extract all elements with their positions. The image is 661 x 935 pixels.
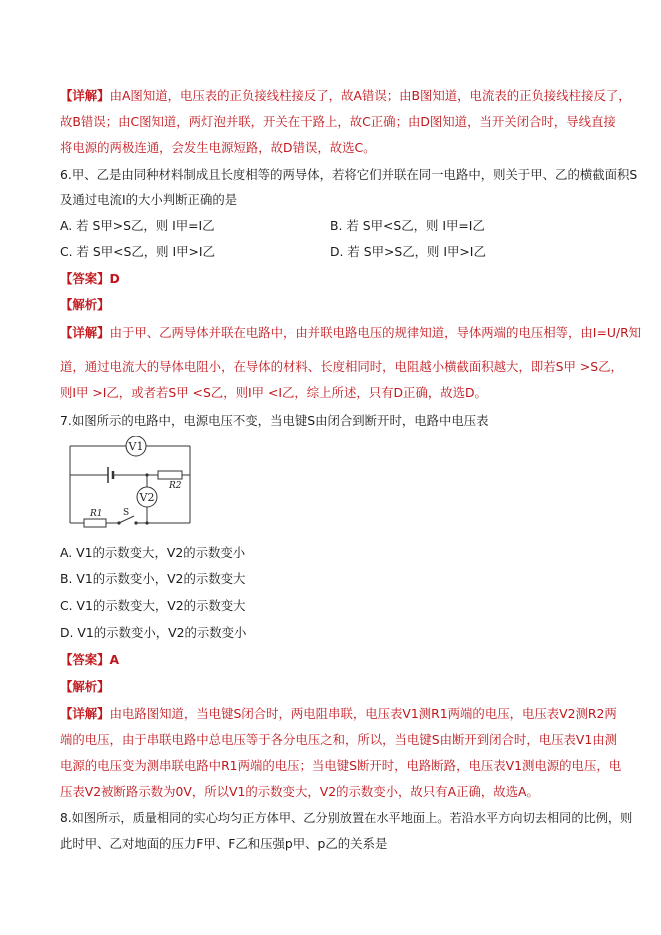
q6-analysis-label: 【解析】 xyxy=(60,297,110,312)
q7-answer: 【答案】A xyxy=(60,652,120,667)
q6-stem-line-1: 6.甲、乙是由同种材料制成且长度相等的两导体，若将它们并联在同一电路中，则关于甲、乙的横截面积S xyxy=(60,167,638,182)
q5-detail-line-2: 故B错误；由C图知道，两灯泡并联，开关在干路上，故C正确；由D图知道，当开关闭合时，导线直接 xyxy=(60,114,616,129)
s-label: S xyxy=(123,508,130,518)
q7-detail-line-3: 电源的电压变为测串联电路中R1两端的电压；当电键S断开时，电路断路，电压表V1测电源的电压，电 xyxy=(60,758,622,773)
q8-stem-line-1: 8.如图所示，质量相同的实心均匀正方体甲、乙分别放置在水平地面上。若沿水平方向切去相同的比例，则 xyxy=(60,811,633,825)
q7-detail-line-1 xyxy=(60,706,617,722)
q6-option-b: B. 若 S甲<S乙，则 I甲=I乙 xyxy=(330,218,485,233)
q7-option-b: B. V1的示数变小，V2的示数变大 xyxy=(60,571,246,586)
circuit-diagram xyxy=(66,436,196,528)
q6-option-c: C. 若 S甲<S乙，则 I甲>I乙 xyxy=(60,244,215,259)
q6-detail-line-1 xyxy=(60,325,641,341)
v1-label: V1 xyxy=(128,440,144,453)
q5-detail-line-3: 将电源的两极连通，会发生电源短路，故D错误，故选C。 xyxy=(60,140,376,155)
q5-detail-tag: 【详解】 xyxy=(60,88,110,103)
q7-stem: 7.如图所示的电路中，电源电压不变，当电键S由闭合到断开时，电路中电压表 xyxy=(60,413,489,428)
q8-stem-line-2: 此时甲、乙对地面的压力F甲、F乙和压强p甲、p乙的关系是 xyxy=(60,836,388,851)
q6-stem-line-2: 及通过电流I的大小判断正确的是 xyxy=(60,192,238,207)
q6-answer: 【答案】D xyxy=(60,271,120,286)
q6-detail-text-1: 由于甲、乙两导体并联在电路中，由并联电路电压的规律知道，导体两端的电压相等，由I=U/R知 xyxy=(109,325,642,340)
q6-detail-tag: 【详解】 xyxy=(60,325,110,340)
q7-detail-line-4: 压表V2被断路示数为0V，所以V1的示数变大，V2的示数变小，故只有A正确，故选A。 xyxy=(60,784,539,799)
q6-detail-line-3: 则I甲 >I乙，或者若S甲 <S乙，则I甲 <I乙，综上所述，只有D正确，故选D。 xyxy=(60,385,487,400)
r1-label: R1 xyxy=(90,509,103,519)
q7-detail-line-2: 端的电压，由于串联电路中总电压等于各分电压之和，所以，当电键S由断开到闭合时，电压表V1由测 xyxy=(60,732,618,747)
r2-label: R2 xyxy=(169,481,182,491)
q7-option-c: C. V1的示数变大，V2的示数变大 xyxy=(60,598,246,613)
resistor-r2-symbol xyxy=(158,471,182,479)
q5-detail-line-1 xyxy=(60,88,631,104)
q6-detail-line-2: 道，通过电流大的导体电阻小，在导体的材料、长度相同时，电阻越小横截面积越大，即若S甲 >S乙， xyxy=(60,359,623,374)
q7-detail-tag: 【详解】 xyxy=(60,706,110,721)
q6-option-d: D. 若 S甲>S乙，则 I甲>I乙 xyxy=(330,244,486,259)
q7-option-d: D. V1的示数变小，V2的示数变小 xyxy=(60,625,247,640)
q7-analysis-label: 【解析】 xyxy=(60,679,110,694)
q7-option-a: A. V1的示数变大，V2的示数变小 xyxy=(60,545,246,560)
resistor-r1-symbol xyxy=(84,519,106,527)
q7-detail-text-1: 由电路图知道，当电键S闭合时，两电阻串联，电压表V1测R1两端的电压，电压表V2测R2两 xyxy=(109,706,617,721)
q5-detail-text-1: 由A图知道，电压表的正负接线柱接反了，故A错误；由B图知道，电流表的正负接线柱接反了， xyxy=(109,88,631,103)
v2-label: V2 xyxy=(139,491,155,504)
q6-option-a: A. 若 S甲>S乙，则 I甲=I乙 xyxy=(60,218,215,233)
